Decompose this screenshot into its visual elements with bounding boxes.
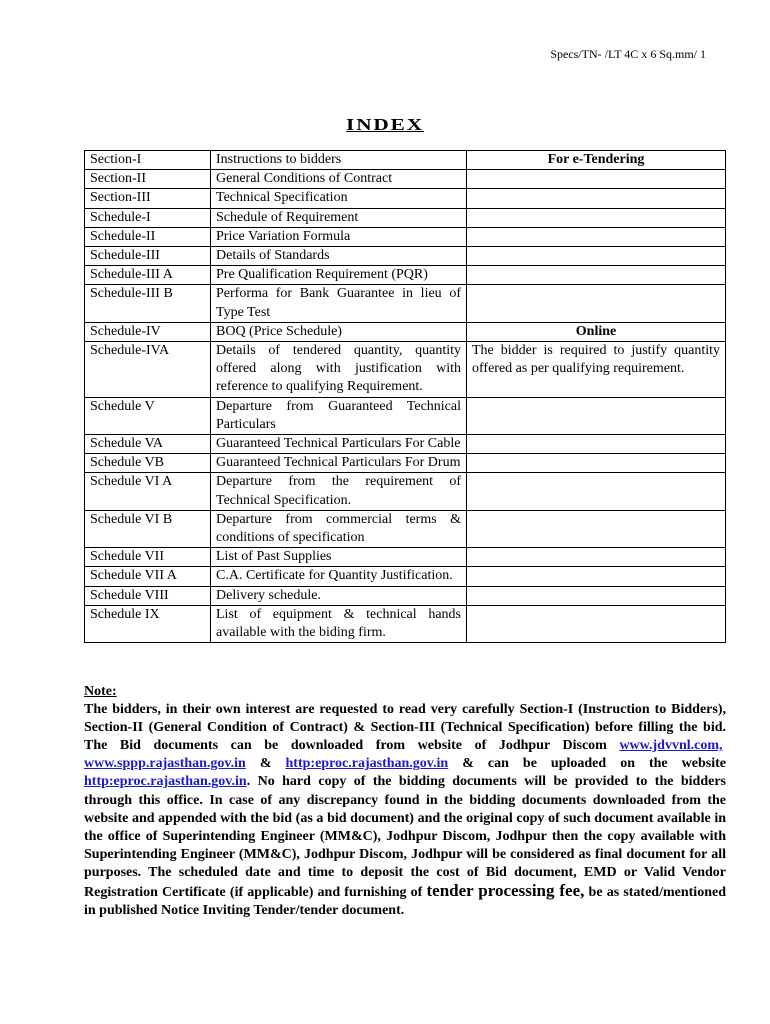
- eproc-link[interactable]: http:eproc.rajasthan.gov.in: [285, 756, 449, 772]
- index-section-cell: Schedule VII A: [85, 567, 211, 586]
- index-title-cell: Instructions to bidders: [211, 151, 467, 170]
- index-row: [85, 342, 726, 398]
- index-remark-cell: [467, 247, 726, 266]
- index-row: [85, 266, 726, 285]
- index-title-cell: List of equipment & technical hands available with the biding firm.: [211, 605, 467, 642]
- index-section-cell: Schedule VB: [85, 454, 211, 473]
- index-row: [85, 473, 726, 510]
- index-title-cell: Price Variation Formula: [211, 227, 467, 246]
- page-reference: Specs/TN- /LT 4C x 6 Sq.mm/ 1: [550, 47, 706, 61]
- index-row: [85, 285, 726, 322]
- note-heading: Note:: [84, 684, 117, 699]
- index-section-cell: Schedule-III A: [85, 266, 211, 285]
- index-row: [85, 151, 726, 170]
- index-section-cell: Schedule VIII: [85, 586, 211, 605]
- index-section-cell: Schedule-III B: [85, 285, 211, 322]
- note-text-4: be as stated/mentioned in published Notice Inviting Tender/tender document.: [84, 885, 726, 919]
- index-remark-cell: [467, 567, 726, 586]
- index-title-cell: Departure from the requirement of Technical Specification.: [211, 473, 467, 510]
- index-row: [85, 567, 726, 586]
- index-row: [85, 548, 726, 567]
- index-section-cell: Schedule-IVA: [85, 342, 211, 398]
- index-title-cell: General Conditions of Contract: [211, 170, 467, 189]
- index-title-cell: Guaranteed Technical Particulars For Cable: [211, 435, 467, 454]
- jdvvnl-link[interactable]: www.jdvvnl.com,: [619, 738, 723, 754]
- index-row: [85, 227, 726, 246]
- index-section-cell: Section-III: [85, 189, 211, 208]
- page-title: INDEX: [346, 115, 424, 134]
- index-row: [85, 397, 726, 434]
- index-remark-cell: For e-Tendering: [467, 151, 726, 170]
- index-table-body: [85, 151, 726, 643]
- index-remark-cell: [467, 266, 726, 285]
- index-row: [85, 208, 726, 227]
- index-row: [85, 605, 726, 642]
- note-text-1: The bidders, in their own interest are requested to read very carefully Section-I (Instruction to Bidders), Section-II (General Condition of Contract) & Section-III (Technical Specification) before filling the bid. The Bid documents can be downloaded from website of Jodhpur Discom: [84, 702, 726, 754]
- index-remark-cell: [467, 473, 726, 510]
- index-section-cell: Section-I: [85, 151, 211, 170]
- index-remark-cell: [467, 435, 726, 454]
- note-text-2: & can be uploaded on the website: [448, 756, 726, 772]
- index-section-cell: Schedule-I: [85, 208, 211, 227]
- index-row: [85, 454, 726, 473]
- index-row: [85, 322, 726, 341]
- index-row: [85, 510, 726, 547]
- index-remark-cell: [467, 586, 726, 605]
- index-section-cell: Schedule VI A: [85, 473, 211, 510]
- index-section-cell: Schedule-IV: [85, 322, 211, 341]
- note-paragraph: [84, 701, 726, 920]
- index-section-cell: Schedule VII: [85, 548, 211, 567]
- index-title-cell: Details of Standards: [211, 247, 467, 266]
- index-remark-cell: [467, 170, 726, 189]
- index-row: [85, 435, 726, 454]
- index-title-cell: Performa for Bank Guarantee in lieu of Type Test: [211, 285, 467, 322]
- index-remark-cell: [467, 605, 726, 642]
- index-remark-cell: The bidder is required to justify quantity offered as per qualifying requirement.: [467, 342, 726, 398]
- index-title-cell: Technical Specification: [211, 189, 467, 208]
- index-title-cell: BOQ (Price Schedule): [211, 322, 467, 341]
- index-title-cell: C.A. Certificate for Quantity Justification.: [211, 567, 467, 586]
- index-section-cell: Section-II: [85, 170, 211, 189]
- index-row: [85, 586, 726, 605]
- index-title-cell: Delivery schedule.: [211, 586, 467, 605]
- index-remark-cell: [467, 285, 726, 322]
- note-emphasis: tender processing fee,: [426, 881, 585, 901]
- index-remark-cell: [467, 227, 726, 246]
- index-section-cell: Schedule-II: [85, 227, 211, 246]
- index-row: [85, 189, 726, 208]
- index-remark-cell: Online: [467, 322, 726, 341]
- index-title-cell: Pre Qualification Requirement (PQR): [211, 266, 467, 285]
- sppp-link[interactable]: www.sppp.rajasthan.gov.in: [84, 756, 246, 772]
- index-section-cell: Schedule VA: [85, 435, 211, 454]
- index-section-cell: Schedule VI B: [85, 510, 211, 547]
- index-remark-cell: [467, 397, 726, 434]
- index-section-cell: Schedule IX: [85, 605, 211, 642]
- eproc-upload-link[interactable]: http:eproc.rajasthan.gov.in: [84, 774, 247, 790]
- index-section-cell: Schedule V: [85, 397, 211, 434]
- index-title-cell: Departure from commercial terms & conditions of specification: [211, 510, 467, 547]
- index-remark-cell: [467, 208, 726, 227]
- index-title-cell: List of Past Supplies: [211, 548, 467, 567]
- index-row: [85, 247, 726, 266]
- index-title-cell: Guaranteed Technical Particulars For Drum: [211, 454, 467, 473]
- index-remark-cell: [467, 548, 726, 567]
- index-title-cell: Departure from Guaranteed Technical Particulars: [211, 397, 467, 434]
- index-remark-cell: [467, 510, 726, 547]
- note-text-3: . No hard copy of the bidding documents will be provided to the bidders through this office. In case of any discrepancy found in the bidding documents downloaded from the website and appended with the bid (as a bid document) and the original copy of such document available in the office of Superintending Engineer (MM&C), Jodhpur Discom, Jodhpur then the copy available with Superintending Engineer (MM&C), Jodhpur Discom, Jodhpur will be considered as final document for all purposes. The scheduled date and time to deposit the cost of Bid document, EMD or Valid Vendor Registration Certificate (if applicable) and furnishing of: [84, 774, 726, 901]
- index-remark-cell: [467, 189, 726, 208]
- index-title-cell: Details of tendered quantity, quantity offered along with justification with reference to qualifying Requirement.: [211, 342, 467, 398]
- note-block: [84, 683, 726, 920]
- index-row: [85, 170, 726, 189]
- index-remark-cell: [467, 454, 726, 473]
- note-amp: &: [245, 756, 286, 772]
- index-table: [84, 150, 726, 643]
- index-section-cell: Schedule-III: [85, 247, 211, 266]
- index-title-cell: Schedule of Requirement: [211, 208, 467, 227]
